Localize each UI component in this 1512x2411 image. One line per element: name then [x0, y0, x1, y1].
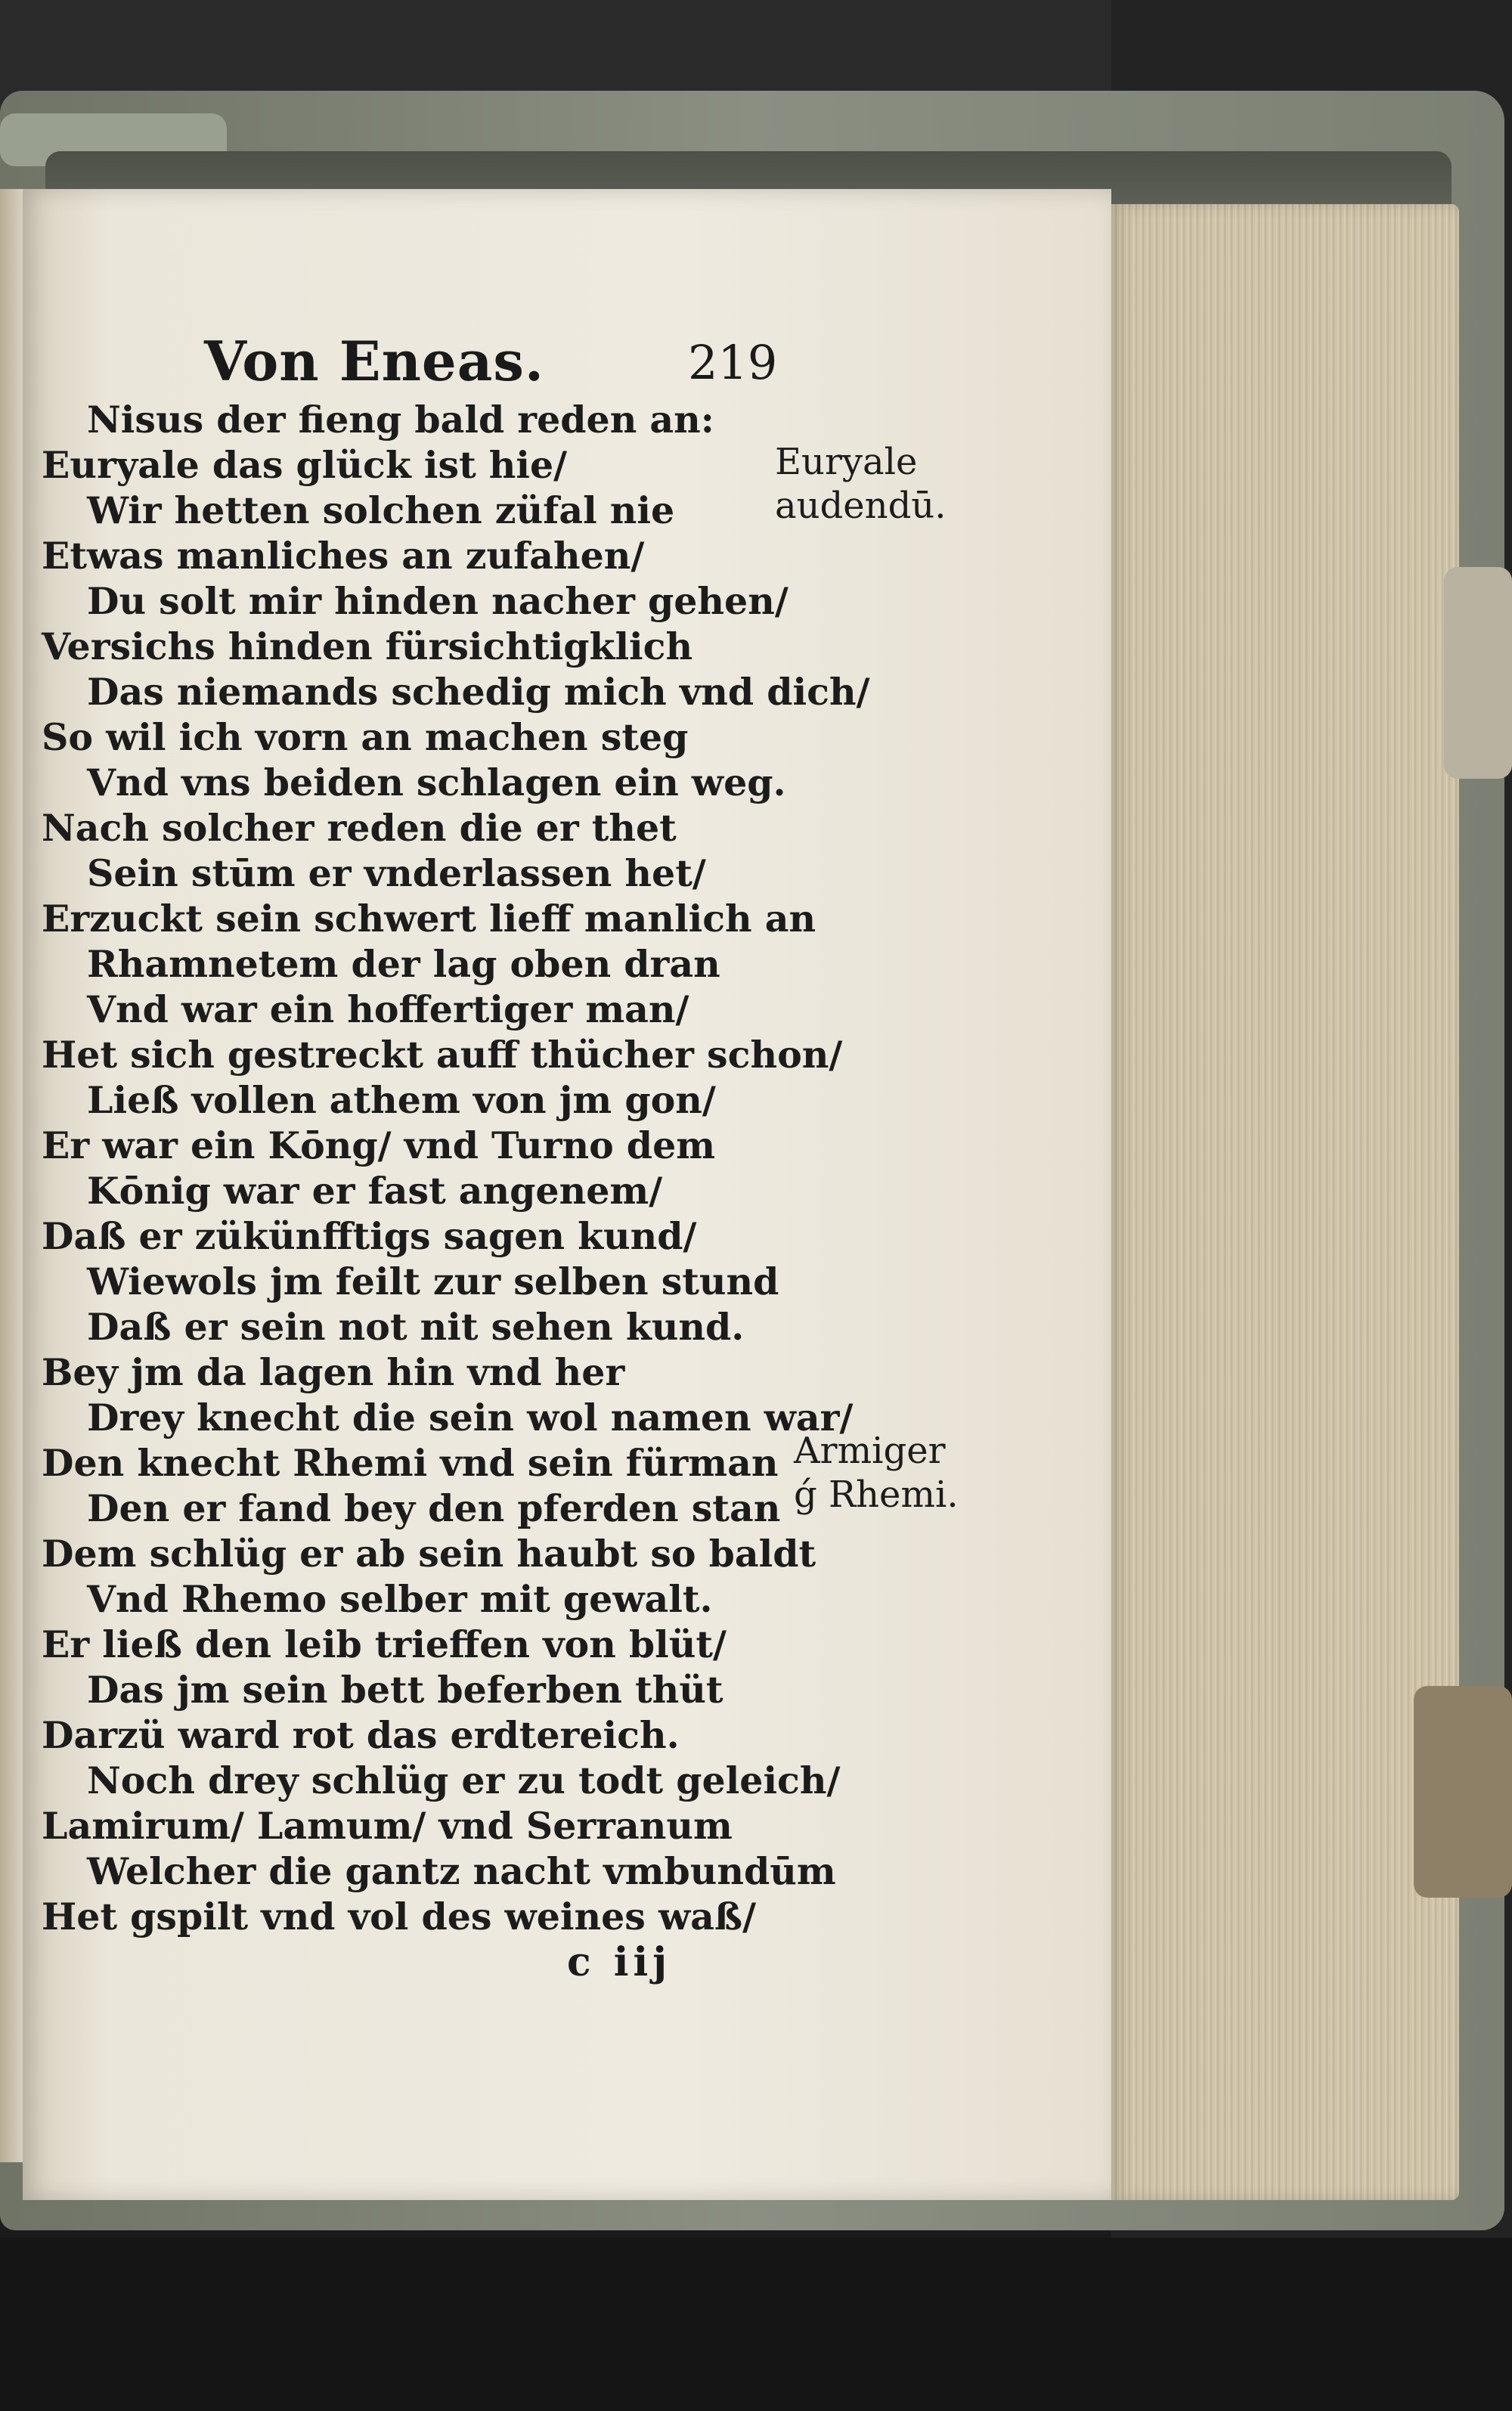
verse-line: Het sich gestreckt auff thücher schon/ — [42, 1033, 843, 1077]
marginal-note-euryale — [775, 440, 946, 528]
verse-line: Drey knecht die sein wol namen war/ — [87, 1396, 854, 1439]
verse-line: Den er fand bey den pferden stan — [87, 1486, 781, 1530]
clasp-upper — [1444, 567, 1512, 779]
marginal-note-line: audendū. — [775, 485, 947, 527]
verse-line: Etwas manliches an zufahen/ — [42, 534, 645, 578]
verse-line: Welcher die gantz nacht vmbundūm — [87, 1849, 836, 1893]
verse-line: Euryale das glück ist hie/ — [42, 443, 568, 487]
verse-line: Het gspilt vnd vol des weines waß/ — [42, 1895, 756, 1938]
background-bottom — [0, 2238, 1512, 2411]
verse-line: Darzü ward rot das erdtereich. — [42, 1713, 680, 1757]
verse-line: Vnd Rhemo selber mit gewalt. — [87, 1577, 713, 1621]
verse-line: Er ließ den leib trieffen von blüt/ — [42, 1622, 727, 1666]
verse-line: Sein stūm er vnderlassen het/ — [87, 851, 706, 895]
verse-line: Daß er zükünfftigs sagen kund/ — [42, 1214, 697, 1258]
verse-line: Ließ vollen athem von jm gon/ — [87, 1078, 716, 1122]
verse-line: Wir hetten solchen züfal nie — [87, 488, 675, 532]
marginal-note-line: ǵ Rhemi. — [794, 1474, 959, 1516]
verse-line: Er war ein Kōng/ vnd Turno dem — [42, 1123, 716, 1167]
page-number: 219 — [688, 335, 778, 390]
marginal-note-line: Armiger — [794, 1430, 946, 1472]
marginal-note-armiger — [794, 1429, 959, 1517]
verse-line: Du solt mir hinden nacher gehen/ — [87, 579, 789, 623]
verse-line: So wil ich vorn an machen steg — [42, 715, 689, 759]
verse-line: Noch drey schlüg er zu todt geleich/ — [87, 1759, 841, 1802]
verse-line: Vnd war ein hoffertiger man/ — [87, 987, 689, 1031]
verse-line: Versichs hinden fürsichtigklich — [42, 624, 693, 668]
verse-line: Bey jm da lagen hin vnd her — [42, 1350, 625, 1394]
signature-mark: c iij — [567, 1939, 672, 1985]
verse-line: Den knecht Rhemi vnd sein fürman — [42, 1441, 779, 1485]
verse-line: Lamirum/ Lamum/ vnd Serranum — [42, 1804, 733, 1848]
running-header — [204, 329, 779, 404]
verse-line: Vnd vns beiden schlagen ein weg. — [87, 761, 786, 804]
verse-line: Daß er sein not nit sehen kund. — [87, 1305, 745, 1349]
verse-line: Das niemands schedig mich vnd dich/ — [87, 670, 870, 714]
verse-line: Das jm sein bett beferben thüt — [87, 1668, 723, 1712]
page-block-side-edges — [1111, 204, 1459, 2200]
verse-line: Wiewols jm feilt zur selben stund — [87, 1260, 779, 1303]
running-title: Von Eneas. — [204, 329, 544, 393]
verse-line: Nach solcher reden die er thet — [42, 806, 677, 850]
clasp-lower — [1414, 1686, 1512, 1898]
verse-line: Dem schlüg er ab sein haubt so baldt — [42, 1532, 816, 1576]
verse-line: Erzuckt sein schwert lieff manlich an — [42, 897, 816, 941]
marginal-note-line: Euryale — [775, 441, 918, 483]
verse-line: Rhamnetem der lag oben dran — [87, 942, 720, 986]
verse-line: Nisus der fieng bald reden an: — [87, 398, 714, 442]
verse-line: Kōnig war er fast angenem/ — [87, 1169, 663, 1213]
